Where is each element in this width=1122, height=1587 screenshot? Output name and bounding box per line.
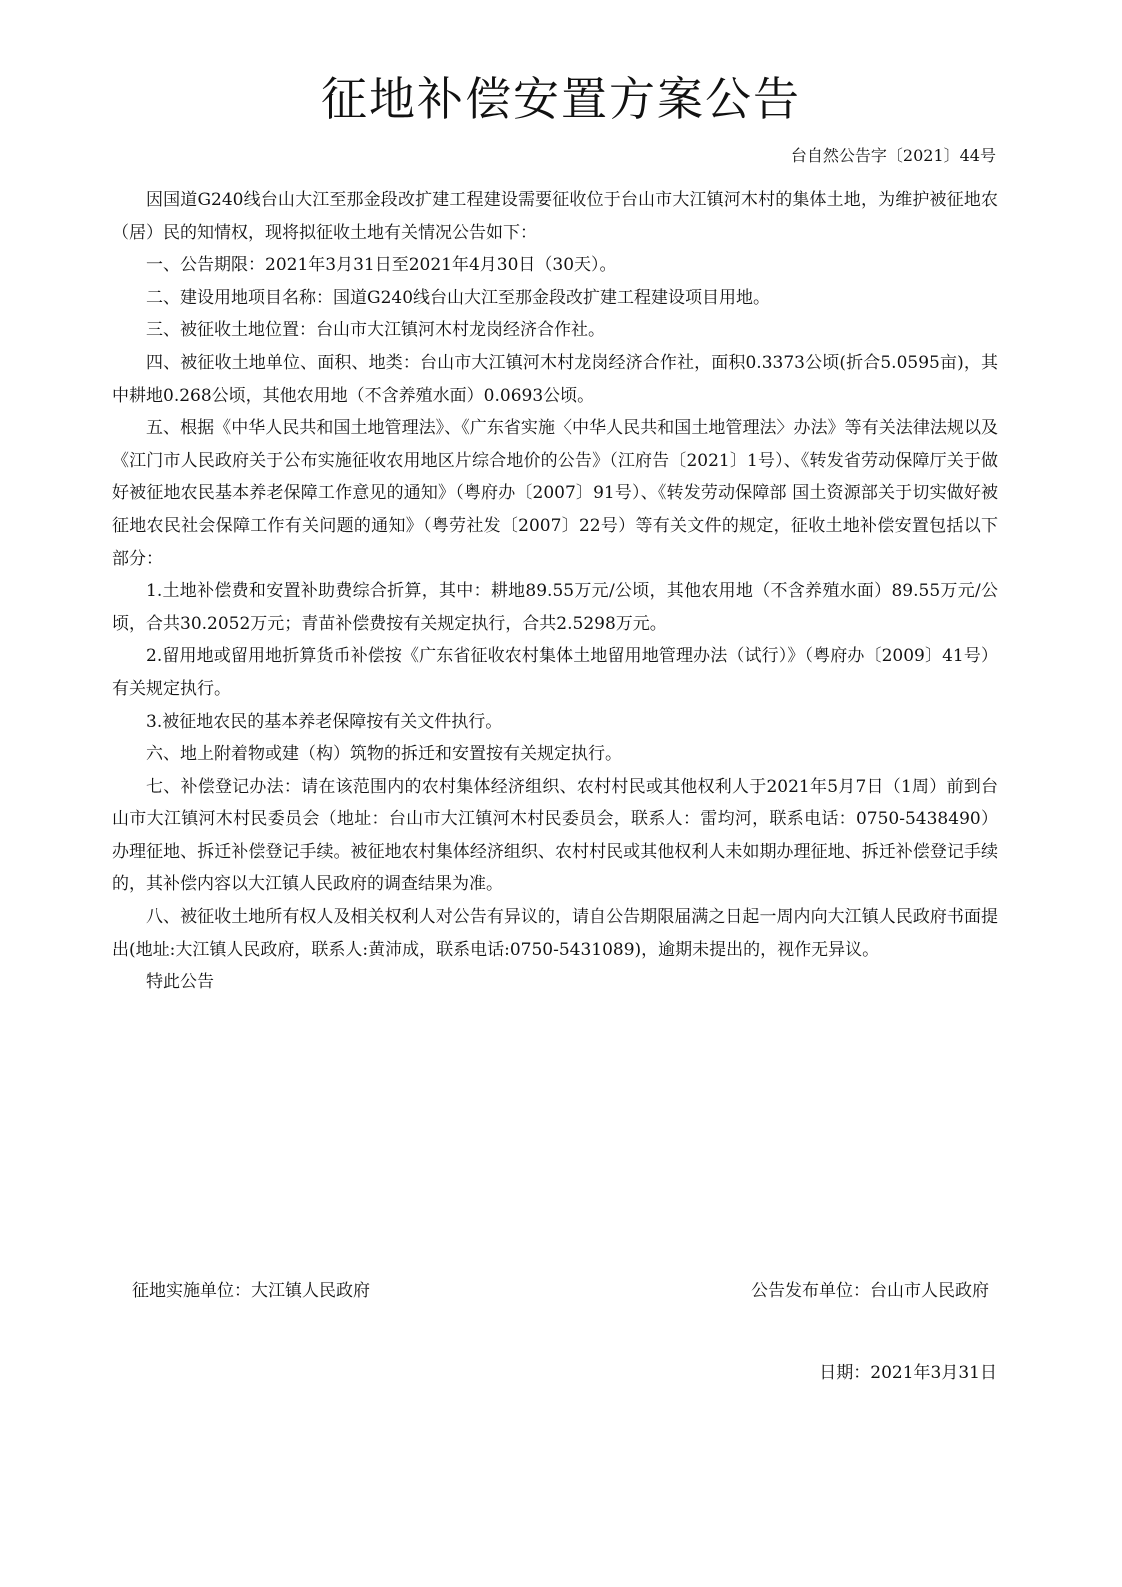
paragraph-land-location: 三、被征收土地位置：台山市大江镇河木村龙岗经济合作社。 (146, 320, 605, 341)
paragraph-legal-basis: 五、根据《中华人民共和国土地管理法》、《广东省实施〈中华人民共和国土地管理法〉办法》等有关法律法规以及《江门市人民政府关于公布实施征收农用地区片综合地价的公告》（江府告〔2021〕1号）、《转发省劳动保障厅关于做好被征地农民基本养老保障工作意见的通知》（粤府办〔2007〕91号）、《转发劳动保障部 国土资源部关于切实做好被征地农民社会保障工作有关问题的通知》（粤劳社发〔2007〕22号）等有关文件的规定，征收土地补偿安置包括以下部分： (112, 418, 998, 569)
paragraph-closing: 特此公告 (146, 972, 214, 993)
paragraph-period: 一、公告期限：2021年3月31日至2021年4月30日（30天）。 (146, 255, 617, 276)
paragraph-reserved-land: 2.留用地或留用地折算货币补偿按《广东省征收农村集体土地留用地管理办法（试行）》（粤府办〔2009〕41号）有关规定执行。 (112, 646, 998, 699)
paragraph-pension: 3.被征地农民的基本养老保障按有关文件执行。 (146, 711, 503, 732)
paragraph-land-area: 四、被征收土地单位、面积、地类：台山市大江镇河木村龙岗经济合作社，面积0.3373公顷(折合5.0595亩)，其中耕地0.268公顷，其他农用地（不含养殖水面）0.0693公顷。 (112, 352, 998, 406)
page-title: 征地补偿安置方案公告 (321, 72, 801, 126)
document-number: 台自然公告字〔2021〕44号 (790, 146, 996, 165)
paragraph-compensation-fee: 1.土地补偿费和安置补助费综合折算，其中：耕地89.55万元/公顷，其他农用地（不含养殖水面）89.55万元/公顷，合共30.2052万元；青苗补偿费按有关规定执行，合共2.5298万元。 (112, 581, 998, 634)
implementing-unit: 征地实施单位：大江镇人民政府 (132, 1281, 370, 1301)
issuing-unit: 公告发布单位：台山市人民政府 (751, 1281, 989, 1301)
issue-date: 日期：2021年3月31日 (819, 1363, 997, 1383)
paragraph-intro: 因国道G240线台山大江至那金段改扩建工程建设需要征收位于台山市大江镇河木村的集体土地，为维护被征地农（居）民的知情权，现将拟征收土地有关情况公告如下： (112, 190, 998, 243)
paragraph-demolition: 六、地上附着物或建（构）筑物的拆迁和安置按有关规定执行。 (146, 744, 622, 765)
paragraph-objection: 八、被征收土地所有权人及相关权利人对公告有异议的，请自公告期限届满之日起一周内向大江镇人民政府书面提出(地址:大江镇人民政府，联系人:黄沛成，联系电话:0750-5431089)，逾期未提出的，视作无异议。 (112, 907, 998, 960)
paragraph-registration: 七、补偿登记办法：请在该范围内的农村集体经济组织、农村村民或其他权利人于2021年5月7日（1周）前到台山市大江镇河木村民委员会（地址：台山市大江镇河木村民委员会，联系人：雷均河，联系电话：0750-5438490）办理征地、拆迁补偿登记手续。被征地农村集体经济组织、农村村民或其他权利人未如期办理征地、拆迁补偿登记手续的，其补偿内容以大江镇人民政府的调查结果为准。 (112, 776, 998, 895)
document-body (112, 184, 998, 999)
paragraph-project-name: 二、建设用地项目名称：国道G240线台山大江至那金段改扩建工程建设项目用地。 (146, 287, 771, 308)
